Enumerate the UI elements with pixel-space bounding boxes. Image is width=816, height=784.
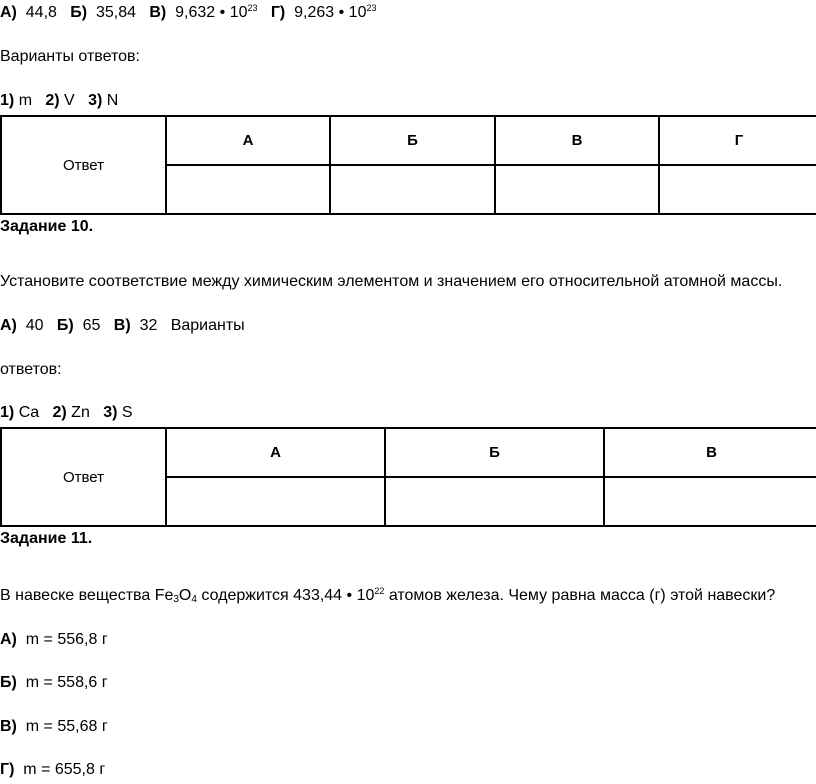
q10-title: Задание 10. — [0, 218, 94, 235]
q10-answer-label: Ответ — [1, 428, 166, 526]
q10-variants-label-1: Варианты — [170, 317, 245, 334]
q10-answer-table — [0, 427, 816, 527]
q9-options-line — [0, 3, 376, 23]
q10-header-b: Б — [385, 428, 604, 477]
q9-answer-cell-a[interactable] — [166, 165, 330, 214]
q11-option-b: Б) m = 558,6 г — [0, 674, 108, 691]
q10-answers-line — [0, 403, 133, 423]
q10-option-b: Б) 65 — [56, 317, 101, 334]
q9-answer-2: 2) V — [45, 92, 75, 109]
q9-answer-label: Ответ — [1, 116, 166, 214]
q9-answer-cell-b[interactable] — [330, 165, 495, 214]
q9-answer-table — [0, 115, 816, 215]
q9-answer-cell-d[interactable] — [659, 165, 816, 214]
q9-answers-line — [0, 91, 118, 111]
q11-option-c: В) m = 55,68 г — [0, 718, 108, 735]
q10-header-a: А — [166, 428, 385, 477]
q9-header-a: А — [166, 116, 330, 165]
q9-header-d: Г — [659, 116, 816, 165]
q10-option-c: В) 32 — [113, 317, 158, 334]
q9-header-c: В — [495, 116, 659, 165]
q10-header-c: В — [604, 428, 816, 477]
q9-answer-cell-c[interactable] — [495, 165, 659, 214]
q10-options-line — [0, 316, 245, 336]
q10-answer-cell-b[interactable] — [385, 477, 604, 526]
q10-question: Установите соответствие между химическим элементом и значением его относительной атомной массы. — [0, 273, 783, 290]
q9-answer-3: 3) N — [88, 92, 119, 109]
q9-option-d: Г) 9,263 • $10^{23}$ — [270, 3, 377, 21]
q10-answer-2: 2) Zn — [52, 404, 90, 421]
q9-option-a: А) 44,8 — [0, 4, 57, 21]
q10-option-a: А) 40 — [0, 317, 44, 334]
q10-answer-cell-c[interactable] — [604, 477, 816, 526]
q10-answer-1: 1) Ca — [0, 404, 40, 421]
q9-option-b: Б) 35,84 — [70, 4, 137, 21]
q10-answer-3: 3) S — [103, 404, 133, 421]
q9-answer-1: 1) m — [0, 92, 33, 109]
q9-option-c: В) 9,632 • $10^{23}$ — [149, 3, 258, 21]
q9-header-b: Б — [330, 116, 495, 165]
q10-answer-cell-a[interactable] — [166, 477, 385, 526]
q11-option-d: Г) m = 655,8 г — [0, 761, 106, 778]
q10-variants-label-2: ответов: — [0, 361, 62, 378]
q11-title: Задание 11. — [0, 530, 93, 547]
q11-option-a: А) m = 556,8 г — [0, 631, 108, 648]
q11-question: В навеске вещества $Fe_3O_4$ содержится 433,44 • $10^{22}$ атомов железа. Чему равна масса (г) этой навески? — [0, 586, 776, 605]
q9-variants-label: Варианты ответов: — [0, 48, 140, 65]
